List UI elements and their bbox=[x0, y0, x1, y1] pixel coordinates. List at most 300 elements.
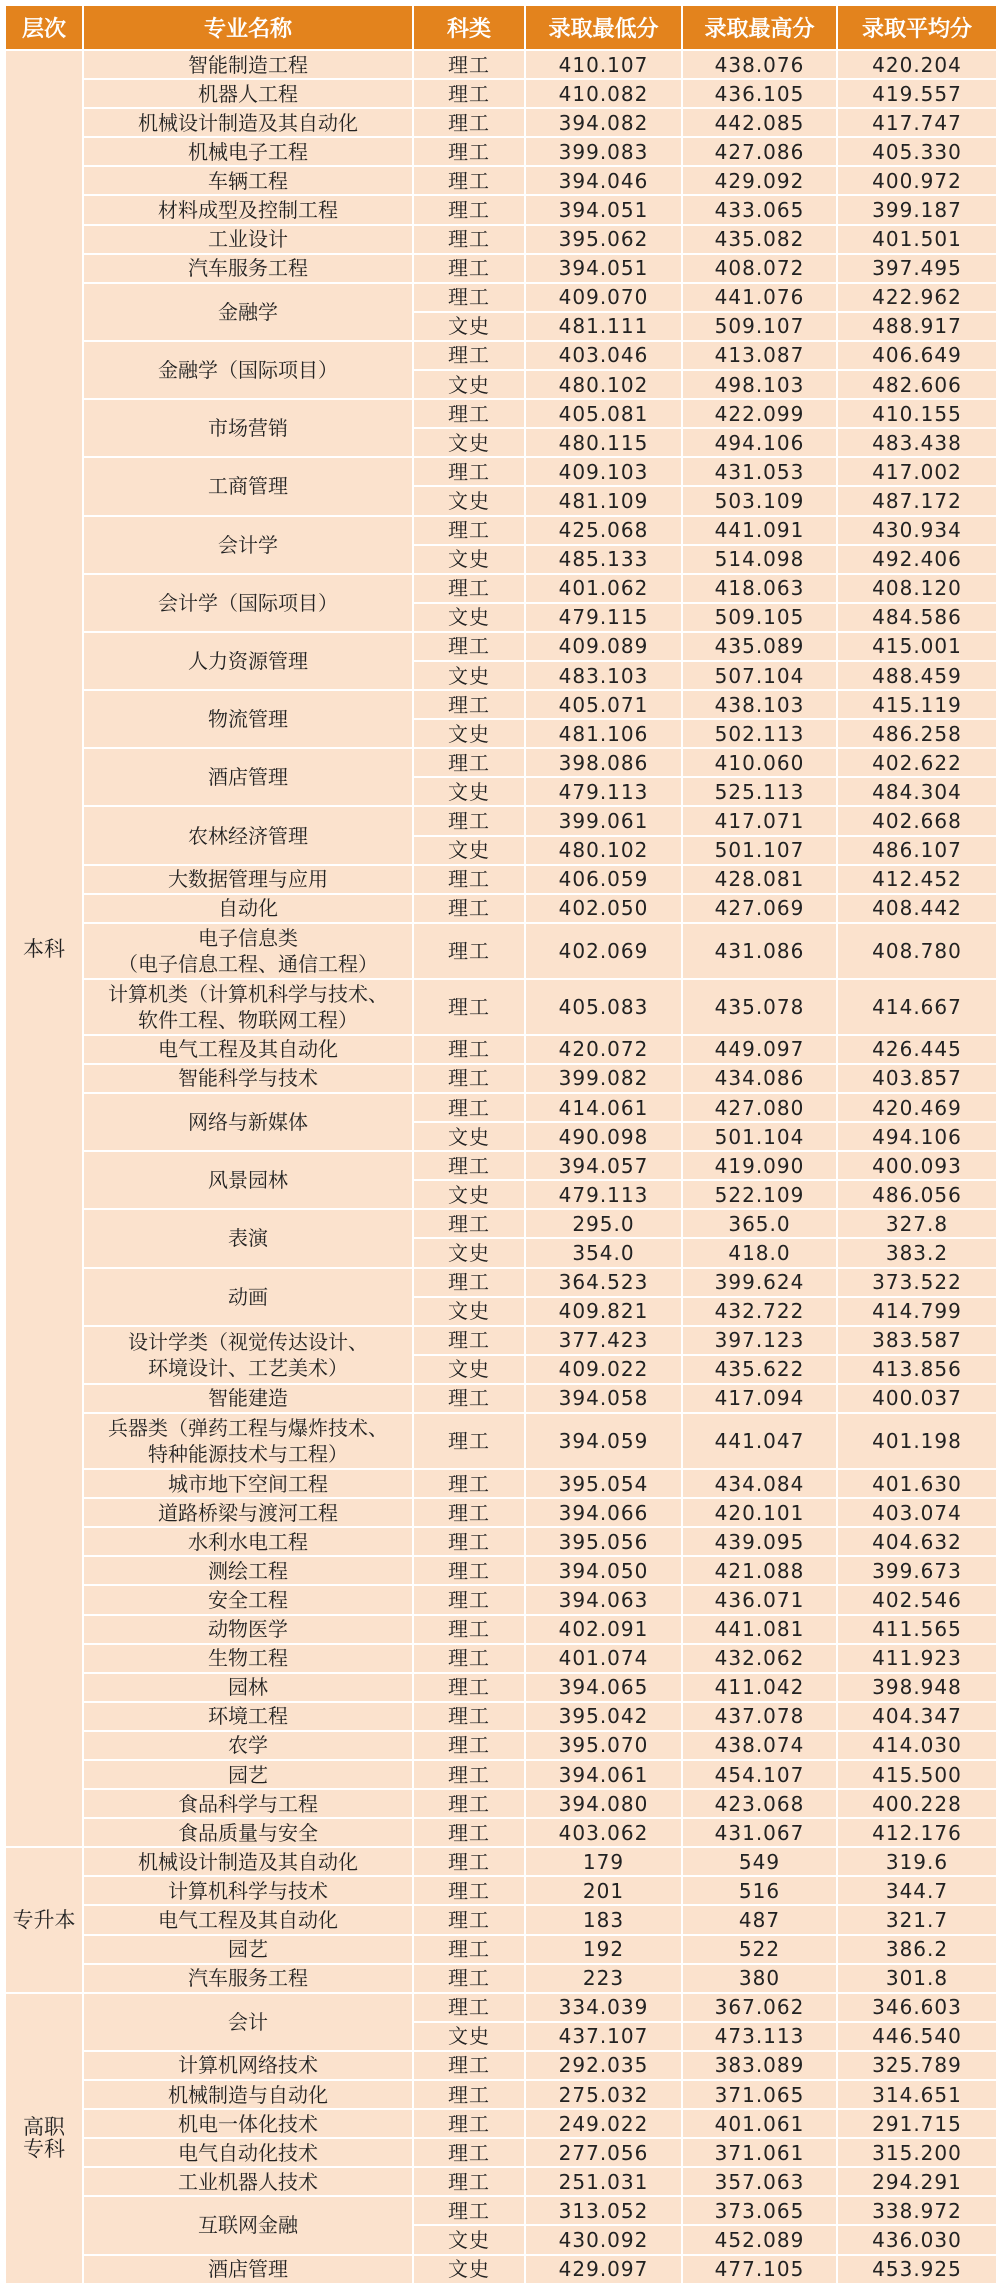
avg-score-cell: 406.649 bbox=[837, 341, 997, 370]
major-name-cell: 酒店管理 bbox=[83, 748, 413, 806]
table-row bbox=[5, 2196, 997, 2225]
table-row bbox=[5, 1818, 997, 1847]
max-score-cell: 401.061 bbox=[682, 2109, 837, 2138]
avg-score-cell: 420.204 bbox=[837, 50, 997, 79]
max-score-cell: 435.089 bbox=[682, 632, 837, 661]
avg-score-cell: 453.925 bbox=[837, 2255, 997, 2284]
max-score-cell: 509.105 bbox=[682, 603, 837, 632]
avg-score-cell: 415.119 bbox=[837, 690, 997, 719]
major-name-cell: 设计学类（视觉传达设计、 环境设计、工艺美术） bbox=[83, 1326, 413, 1384]
table-row bbox=[5, 1760, 997, 1789]
avg-score-cell: 401.630 bbox=[837, 1469, 997, 1498]
avg-score-cell: 484.586 bbox=[837, 603, 997, 632]
min-score-cell: 406.059 bbox=[525, 865, 682, 894]
min-score-cell: 394.080 bbox=[525, 1789, 682, 1818]
avg-score-cell: 483.438 bbox=[837, 428, 997, 457]
max-score-cell: 437.078 bbox=[682, 1702, 837, 1731]
category-cell: 理工 bbox=[413, 1209, 525, 1238]
max-score-cell: 436.071 bbox=[682, 1585, 837, 1614]
category-cell: 理工 bbox=[413, 1413, 525, 1469]
table-row bbox=[5, 108, 997, 137]
category-cell: 理工 bbox=[413, 1847, 525, 1876]
major-name-cell: 环境工程 bbox=[83, 1702, 413, 1731]
category-cell: 理工 bbox=[413, 2109, 525, 2138]
min-score-cell: 377.423 bbox=[525, 1326, 682, 1355]
table-row bbox=[5, 1847, 997, 1876]
min-score-cell: 430.092 bbox=[525, 2225, 682, 2254]
avg-score-cell: 399.673 bbox=[837, 1556, 997, 1585]
table-row bbox=[5, 865, 997, 894]
avg-score-cell: 414.030 bbox=[837, 1731, 997, 1760]
category-cell: 文史 bbox=[413, 1122, 525, 1151]
major-name-cell: 智能建造 bbox=[83, 1384, 413, 1413]
max-score-cell: 503.109 bbox=[682, 486, 837, 515]
table-row bbox=[5, 1673, 997, 1702]
category-cell: 文史 bbox=[413, 2225, 525, 2254]
category-cell: 理工 bbox=[413, 1644, 525, 1673]
major-name-cell: 机械设计制造及其自动化 bbox=[83, 108, 413, 137]
major-name-cell: 电气工程及其自动化 bbox=[83, 1035, 413, 1064]
avg-score-cell: 400.228 bbox=[837, 1789, 997, 1818]
min-score-cell: 402.050 bbox=[525, 894, 682, 923]
header-row bbox=[5, 5, 997, 50]
max-score-cell: 507.104 bbox=[682, 661, 837, 690]
major-name-cell: 机械设计制造及其自动化 bbox=[83, 1847, 413, 1876]
table-row bbox=[5, 283, 997, 312]
category-cell: 理工 bbox=[413, 457, 525, 486]
min-score-cell: 183 bbox=[525, 1905, 682, 1934]
major-name-cell: 会计学 bbox=[83, 516, 413, 574]
admission-score-table bbox=[4, 4, 998, 2285]
major-name-cell: 计算机类（计算机科学与技术、 软件工程、物联网工程） bbox=[83, 979, 413, 1035]
table-row bbox=[5, 1469, 997, 1498]
major-name-cell: 测绘工程 bbox=[83, 1556, 413, 1585]
max-score-cell: 525.113 bbox=[682, 777, 837, 806]
avg-score-cell: 486.258 bbox=[837, 719, 997, 748]
avg-score-cell: 400.037 bbox=[837, 1384, 997, 1413]
max-score-cell: 501.107 bbox=[682, 836, 837, 865]
max-score-cell: 454.107 bbox=[682, 1760, 837, 1789]
avg-score-cell: 487.172 bbox=[837, 486, 997, 515]
min-score-cell: 409.821 bbox=[525, 1297, 682, 1326]
table-row bbox=[5, 1789, 997, 1818]
avg-score-cell: 405.330 bbox=[837, 137, 997, 166]
min-score-cell: 395.054 bbox=[525, 1469, 682, 1498]
max-score-cell: 522.109 bbox=[682, 1180, 837, 1209]
avg-score-cell: 411.923 bbox=[837, 1644, 997, 1673]
table-row bbox=[5, 1093, 997, 1122]
min-score-cell: 249.022 bbox=[525, 2109, 682, 2138]
avg-score-cell: 400.093 bbox=[837, 1151, 997, 1180]
major-name-cell: 人力资源管理 bbox=[83, 632, 413, 690]
min-score-cell: 394.065 bbox=[525, 1673, 682, 1702]
max-score-cell: 442.085 bbox=[682, 108, 837, 137]
category-cell: 理工 bbox=[413, 50, 525, 79]
min-score-cell: 395.070 bbox=[525, 1731, 682, 1760]
min-score-cell: 480.102 bbox=[525, 836, 682, 865]
major-name-cell: 会计 bbox=[83, 1993, 413, 2051]
max-score-cell: 371.061 bbox=[682, 2138, 837, 2167]
table-row bbox=[5, 1035, 997, 1064]
min-score-cell: 402.091 bbox=[525, 1615, 682, 1644]
table-row bbox=[5, 574, 997, 603]
table-row bbox=[5, 1413, 997, 1469]
avg-score-cell: 294.291 bbox=[837, 2167, 997, 2196]
avg-score-cell: 415.001 bbox=[837, 632, 997, 661]
major-name-cell: 电气工程及其自动化 bbox=[83, 1905, 413, 1934]
avg-score-cell: 402.622 bbox=[837, 748, 997, 777]
major-name-cell: 自动化 bbox=[83, 894, 413, 923]
min-score-cell: 394.046 bbox=[525, 166, 682, 195]
avg-score-cell: 291.715 bbox=[837, 2109, 997, 2138]
max-score-cell: 441.047 bbox=[682, 1413, 837, 1469]
max-score-cell: 435.082 bbox=[682, 225, 837, 254]
major-name-cell: 工业机器人技术 bbox=[83, 2167, 413, 2196]
avg-score-cell: 397.495 bbox=[837, 254, 997, 283]
avg-score-cell: 417.002 bbox=[837, 457, 997, 486]
max-score-cell: 431.086 bbox=[682, 923, 837, 979]
table-row bbox=[5, 1384, 997, 1413]
min-score-cell: 437.107 bbox=[525, 2022, 682, 2051]
major-name-cell: 大数据管理与应用 bbox=[83, 865, 413, 894]
min-score-cell: 179 bbox=[525, 1847, 682, 1876]
avg-score-cell: 400.972 bbox=[837, 166, 997, 195]
min-score-cell: 251.031 bbox=[525, 2167, 682, 2196]
max-score-cell: 432.722 bbox=[682, 1297, 837, 1326]
header-level: 层次 bbox=[5, 5, 83, 50]
min-score-cell: 394.057 bbox=[525, 1151, 682, 1180]
avg-score-cell: 399.187 bbox=[837, 195, 997, 224]
category-cell: 理工 bbox=[413, 1384, 525, 1413]
table-body bbox=[5, 50, 997, 2284]
max-score-cell: 357.063 bbox=[682, 2167, 837, 2196]
table-row bbox=[5, 1993, 997, 2022]
category-cell: 理工 bbox=[413, 2167, 525, 2196]
category-cell: 理工 bbox=[413, 1268, 525, 1297]
avg-score-cell: 410.155 bbox=[837, 399, 997, 428]
category-cell: 文史 bbox=[413, 486, 525, 515]
major-name-cell: 园林 bbox=[83, 1673, 413, 1702]
header-max-score: 录取最高分 bbox=[682, 5, 837, 50]
avg-score-cell: 411.565 bbox=[837, 1615, 997, 1644]
avg-score-cell: 486.107 bbox=[837, 836, 997, 865]
min-score-cell: 403.062 bbox=[525, 1818, 682, 1847]
max-score-cell: 473.113 bbox=[682, 2022, 837, 2051]
max-score-cell: 410.060 bbox=[682, 748, 837, 777]
min-score-cell: 398.086 bbox=[525, 748, 682, 777]
table-row bbox=[5, 923, 997, 979]
min-score-cell: 395.042 bbox=[525, 1702, 682, 1731]
avg-score-cell: 412.176 bbox=[837, 1818, 997, 1847]
table-row bbox=[5, 254, 997, 283]
category-cell: 理工 bbox=[413, 225, 525, 254]
avg-score-cell: 386.2 bbox=[837, 1935, 997, 1964]
avg-score-cell: 417.747 bbox=[837, 108, 997, 137]
min-score-cell: 481.109 bbox=[525, 486, 682, 515]
table-row bbox=[5, 1209, 997, 1238]
level-cell: 专升本 bbox=[5, 1847, 83, 1992]
avg-score-cell: 488.917 bbox=[837, 312, 997, 341]
major-name-cell: 城市地下空间工程 bbox=[83, 1469, 413, 1498]
min-score-cell: 414.061 bbox=[525, 1093, 682, 1122]
max-score-cell: 399.624 bbox=[682, 1268, 837, 1297]
max-score-cell: 408.072 bbox=[682, 254, 837, 283]
max-score-cell: 419.090 bbox=[682, 1151, 837, 1180]
table-row bbox=[5, 2138, 997, 2167]
major-name-cell: 水利水电工程 bbox=[83, 1527, 413, 1556]
avg-score-cell: 436.030 bbox=[837, 2225, 997, 2254]
avg-score-cell: 383.2 bbox=[837, 1238, 997, 1267]
category-cell: 文史 bbox=[413, 2022, 525, 2051]
table-row bbox=[5, 690, 997, 719]
category-cell: 文史 bbox=[413, 2255, 525, 2284]
major-name-cell: 物流管理 bbox=[83, 690, 413, 748]
table-row bbox=[5, 2080, 997, 2109]
category-cell: 理工 bbox=[413, 1789, 525, 1818]
category-cell: 理工 bbox=[413, 1326, 525, 1355]
category-cell: 理工 bbox=[413, 1935, 525, 1964]
major-name-cell: 动物医学 bbox=[83, 1615, 413, 1644]
admission-score-table-container bbox=[4, 4, 996, 2283]
max-score-cell: 438.103 bbox=[682, 690, 837, 719]
major-name-cell: 园艺 bbox=[83, 1760, 413, 1789]
category-cell: 理工 bbox=[413, 1093, 525, 1122]
category-cell: 文史 bbox=[413, 603, 525, 632]
major-name-cell: 互联网金融 bbox=[83, 2196, 413, 2254]
max-score-cell: 428.081 bbox=[682, 865, 837, 894]
table-row bbox=[5, 2109, 997, 2138]
avg-score-cell: 373.522 bbox=[837, 1268, 997, 1297]
category-cell: 理工 bbox=[413, 2051, 525, 2080]
max-score-cell: 411.042 bbox=[682, 1673, 837, 1702]
max-score-cell: 365.0 bbox=[682, 1209, 837, 1238]
avg-score-cell: 419.557 bbox=[837, 79, 997, 108]
category-cell: 理工 bbox=[413, 1702, 525, 1731]
min-score-cell: 394.063 bbox=[525, 1585, 682, 1614]
max-score-cell: 421.088 bbox=[682, 1556, 837, 1585]
avg-score-cell: 408.780 bbox=[837, 923, 997, 979]
max-score-cell: 438.076 bbox=[682, 50, 837, 79]
level-cell: 本科 bbox=[5, 50, 83, 1847]
max-score-cell: 435.622 bbox=[682, 1355, 837, 1384]
major-name-cell: 酒店管理 bbox=[83, 2255, 413, 2284]
major-name-cell: 动画 bbox=[83, 1268, 413, 1326]
table-row bbox=[5, 1964, 997, 1993]
major-name-cell: 工业设计 bbox=[83, 225, 413, 254]
table-row bbox=[5, 137, 997, 166]
min-score-cell: 394.061 bbox=[525, 1760, 682, 1789]
max-score-cell: 487 bbox=[682, 1905, 837, 1934]
table-row bbox=[5, 806, 997, 835]
avg-score-cell: 401.198 bbox=[837, 1413, 997, 1469]
max-score-cell: 452.089 bbox=[682, 2225, 837, 2254]
table-row bbox=[5, 1644, 997, 1673]
avg-score-cell: 446.540 bbox=[837, 2022, 997, 2051]
category-cell: 理工 bbox=[413, 1469, 525, 1498]
max-score-cell: 509.107 bbox=[682, 312, 837, 341]
category-cell: 理工 bbox=[413, 283, 525, 312]
avg-score-cell: 415.500 bbox=[837, 1760, 997, 1789]
min-score-cell: 399.061 bbox=[525, 806, 682, 835]
category-cell: 理工 bbox=[413, 1615, 525, 1644]
min-score-cell: 394.066 bbox=[525, 1498, 682, 1527]
max-score-cell: 373.065 bbox=[682, 2196, 837, 2225]
min-score-cell: 490.098 bbox=[525, 1122, 682, 1151]
max-score-cell: 413.087 bbox=[682, 341, 837, 370]
major-name-cell: 农学 bbox=[83, 1731, 413, 1760]
category-cell: 理工 bbox=[413, 254, 525, 283]
min-score-cell: 480.102 bbox=[525, 370, 682, 399]
max-score-cell: 397.123 bbox=[682, 1326, 837, 1355]
major-name-cell: 农林经济管理 bbox=[83, 806, 413, 864]
max-score-cell: 434.086 bbox=[682, 1064, 837, 1093]
max-score-cell: 441.076 bbox=[682, 283, 837, 312]
min-score-cell: 399.083 bbox=[525, 137, 682, 166]
avg-score-cell: 327.8 bbox=[837, 1209, 997, 1238]
table-row bbox=[5, 1905, 997, 1934]
category-cell: 理工 bbox=[413, 108, 525, 137]
table-row bbox=[5, 2255, 997, 2284]
category-cell: 理工 bbox=[413, 1673, 525, 1702]
avg-score-cell: 404.632 bbox=[837, 1527, 997, 1556]
min-score-cell: 429.097 bbox=[525, 2255, 682, 2284]
max-score-cell: 432.062 bbox=[682, 1644, 837, 1673]
major-name-cell: 机电一体化技术 bbox=[83, 2109, 413, 2138]
category-cell: 理工 bbox=[413, 1731, 525, 1760]
table-row bbox=[5, 341, 997, 370]
max-score-cell: 422.099 bbox=[682, 399, 837, 428]
max-score-cell: 514.098 bbox=[682, 545, 837, 574]
major-name-cell: 金融学（国际项目） bbox=[83, 341, 413, 399]
major-name-cell: 汽车服务工程 bbox=[83, 254, 413, 283]
avg-score-cell: 426.445 bbox=[837, 1035, 997, 1064]
min-score-cell: 394.051 bbox=[525, 254, 682, 283]
major-name-cell: 计算机网络技术 bbox=[83, 2051, 413, 2080]
avg-score-cell: 412.452 bbox=[837, 865, 997, 894]
table-row bbox=[5, 979, 997, 1035]
table-row bbox=[5, 632, 997, 661]
max-score-cell: 439.095 bbox=[682, 1527, 837, 1556]
major-name-cell: 材料成型及控制工程 bbox=[83, 195, 413, 224]
table-row bbox=[5, 1064, 997, 1093]
category-cell: 文史 bbox=[413, 1297, 525, 1326]
max-score-cell: 441.081 bbox=[682, 1615, 837, 1644]
min-score-cell: 399.082 bbox=[525, 1064, 682, 1093]
category-cell: 理工 bbox=[413, 1905, 525, 1934]
category-cell: 理工 bbox=[413, 923, 525, 979]
major-name-cell: 电气自动化技术 bbox=[83, 2138, 413, 2167]
max-score-cell: 435.078 bbox=[682, 979, 837, 1035]
major-name-cell: 园艺 bbox=[83, 1935, 413, 1964]
max-score-cell: 549 bbox=[682, 1847, 837, 1876]
header-major-name: 专业名称 bbox=[83, 5, 413, 50]
max-score-cell: 418.0 bbox=[682, 1238, 837, 1267]
major-name-cell: 机械制造与自动化 bbox=[83, 2080, 413, 2109]
max-score-cell: 522 bbox=[682, 1935, 837, 1964]
avg-score-cell: 319.6 bbox=[837, 1847, 997, 1876]
avg-score-cell: 325.789 bbox=[837, 2051, 997, 2080]
category-cell: 文史 bbox=[413, 545, 525, 574]
category-cell: 理工 bbox=[413, 690, 525, 719]
category-cell: 理工 bbox=[413, 516, 525, 545]
table-row bbox=[5, 457, 997, 486]
category-cell: 文史 bbox=[413, 836, 525, 865]
category-cell: 理工 bbox=[413, 1760, 525, 1789]
major-name-cell: 风景园林 bbox=[83, 1151, 413, 1209]
major-name-cell: 表演 bbox=[83, 1209, 413, 1267]
avg-score-cell: 338.972 bbox=[837, 2196, 997, 2225]
table-row bbox=[5, 195, 997, 224]
category-cell: 文史 bbox=[413, 1355, 525, 1384]
category-cell: 理工 bbox=[413, 399, 525, 428]
max-score-cell: 427.086 bbox=[682, 137, 837, 166]
table-row bbox=[5, 1615, 997, 1644]
category-cell: 理工 bbox=[413, 2138, 525, 2167]
category-cell: 理工 bbox=[413, 2080, 525, 2109]
min-score-cell: 410.082 bbox=[525, 79, 682, 108]
min-score-cell: 313.052 bbox=[525, 2196, 682, 2225]
category-cell: 理工 bbox=[413, 1993, 525, 2022]
table-row bbox=[5, 1326, 997, 1355]
min-score-cell: 295.0 bbox=[525, 1209, 682, 1238]
max-score-cell: 427.080 bbox=[682, 1093, 837, 1122]
min-score-cell: 409.103 bbox=[525, 457, 682, 486]
min-score-cell: 394.059 bbox=[525, 1413, 682, 1469]
avg-score-cell: 408.120 bbox=[837, 574, 997, 603]
min-score-cell: 401.074 bbox=[525, 1644, 682, 1673]
table-row bbox=[5, 1935, 997, 1964]
max-score-cell: 501.104 bbox=[682, 1122, 837, 1151]
max-score-cell: 477.105 bbox=[682, 2255, 837, 2284]
avg-score-cell: 404.347 bbox=[837, 1702, 997, 1731]
category-cell: 理工 bbox=[413, 79, 525, 108]
category-cell: 理工 bbox=[413, 341, 525, 370]
min-score-cell: 405.081 bbox=[525, 399, 682, 428]
max-score-cell: 498.103 bbox=[682, 370, 837, 399]
max-score-cell: 431.053 bbox=[682, 457, 837, 486]
category-cell: 理工 bbox=[413, 1151, 525, 1180]
min-score-cell: 481.106 bbox=[525, 719, 682, 748]
avg-score-cell: 488.459 bbox=[837, 661, 997, 690]
major-name-cell: 智能制造工程 bbox=[83, 50, 413, 79]
min-score-cell: 394.051 bbox=[525, 195, 682, 224]
min-score-cell: 394.058 bbox=[525, 1384, 682, 1413]
major-name-cell: 网络与新媒体 bbox=[83, 1093, 413, 1151]
major-name-cell: 市场营销 bbox=[83, 399, 413, 457]
min-score-cell: 277.056 bbox=[525, 2138, 682, 2167]
min-score-cell: 364.523 bbox=[525, 1268, 682, 1297]
avg-score-cell: 414.667 bbox=[837, 979, 997, 1035]
avg-score-cell: 430.934 bbox=[837, 516, 997, 545]
avg-score-cell: 486.056 bbox=[837, 1180, 997, 1209]
max-score-cell: 383.089 bbox=[682, 2051, 837, 2080]
min-score-cell: 401.062 bbox=[525, 574, 682, 603]
table-row bbox=[5, 1556, 997, 1585]
min-score-cell: 409.022 bbox=[525, 1355, 682, 1384]
max-score-cell: 423.068 bbox=[682, 1789, 837, 1818]
category-cell: 理工 bbox=[413, 1964, 525, 1993]
min-score-cell: 403.046 bbox=[525, 341, 682, 370]
major-name-cell: 兵器类（弹药工程与爆炸技术、 特种能源技术与工程） bbox=[83, 1413, 413, 1469]
min-score-cell: 479.115 bbox=[525, 603, 682, 632]
min-score-cell: 480.115 bbox=[525, 428, 682, 457]
min-score-cell: 395.062 bbox=[525, 225, 682, 254]
min-score-cell: 292.035 bbox=[525, 2051, 682, 2080]
avg-score-cell: 402.668 bbox=[837, 806, 997, 835]
min-score-cell: 192 bbox=[525, 1935, 682, 1964]
major-name-cell: 会计学（国际项目） bbox=[83, 574, 413, 632]
category-cell: 理工 bbox=[413, 1818, 525, 1847]
